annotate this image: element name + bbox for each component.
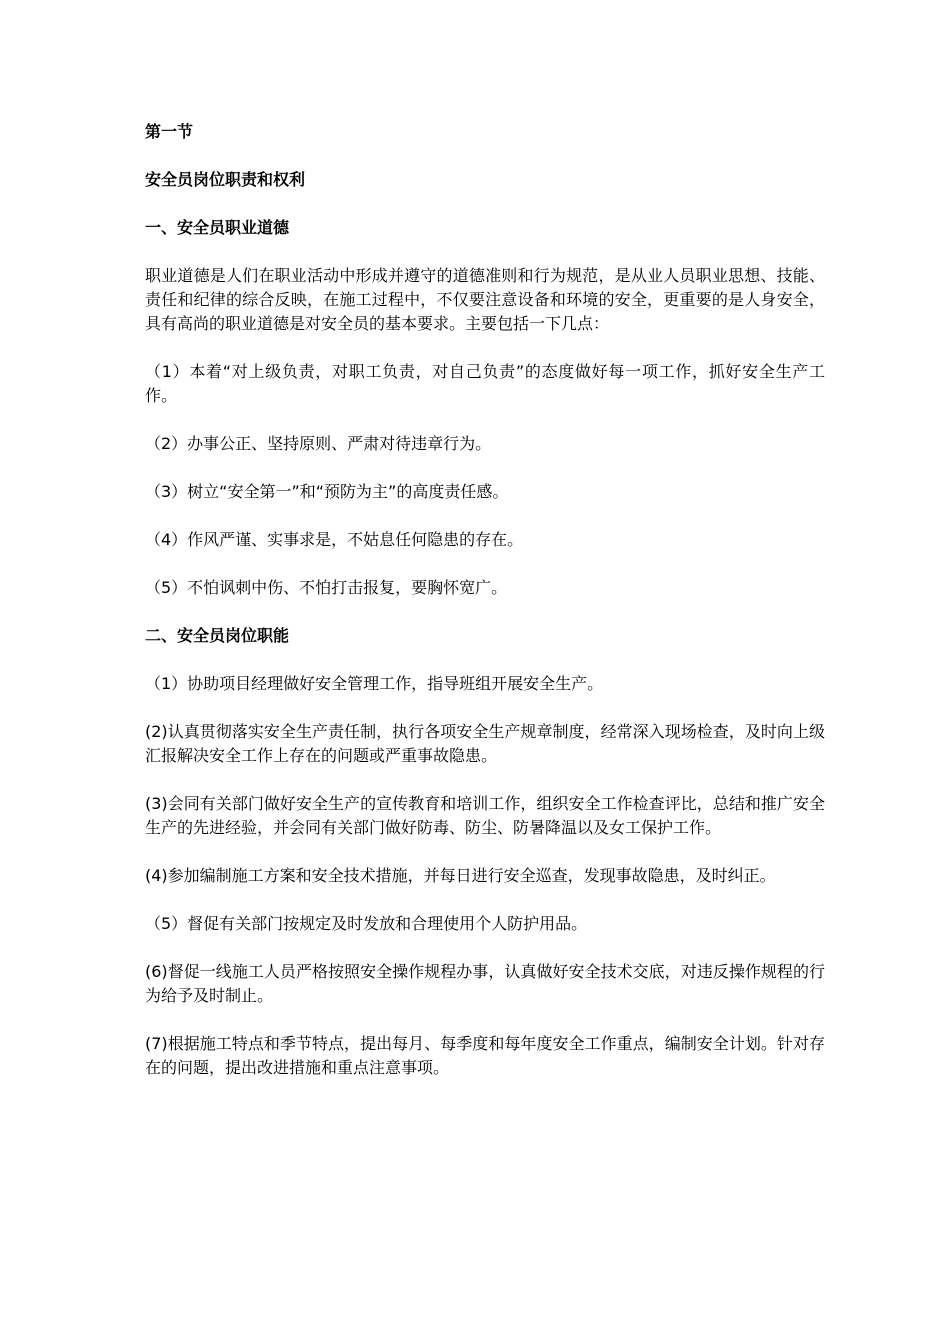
- part2-item-5: （5）督促有关部门按规定及时发放和合理使用个人防护用品。: [145, 914, 588, 933]
- part2-item-1: （1）协助项目经理做好安全管理工作，指导班组开展安全生产。: [145, 674, 604, 693]
- part2-item-6: (6)督促一线施工人员严格按照安全操作规程办事，认真做好安全技术交底，对违反操作规程的行为给予及时制止。: [145, 962, 825, 1005]
- part1-item-5: （5）不怕讽刺中伤、不怕打击报复，要胸怀宽广。: [145, 578, 508, 597]
- part1-intro-paragraph: 职业道德是人们在职业活动中形成并遵守的道德准则和行为规范，是从业人员职业思想、技能、责任和纪律的综合反映，在施工过程中，不仅要注意设备和环境的安全，更重要的是人身安全，具有高尚的职业道德是对安全员的基本要求。主要包括一下几点：: [145, 266, 825, 333]
- part2-heading: 二、安全员岗位职能: [145, 626, 290, 645]
- section-label: 第一节: [145, 122, 194, 141]
- part1-item-3: （3）树立“安全第一”和“预防为主”的高度责任感。: [145, 482, 509, 501]
- part1-heading: 一、安全员职业道德: [145, 218, 290, 237]
- part1-item-4: （4）作风严谨、实事求是，不姑息任何隐患的存在。: [145, 530, 524, 549]
- part2-item-7: (7)根据施工特点和季节特点，提出每月、每季度和每年度安全工作重点，编制安全计划。针对存在的问题，提出改进措施和重点注意事项。: [145, 1034, 825, 1077]
- part1-item-2: （2）办事公正、坚持原则、严肃对待违章行为。: [145, 434, 492, 453]
- section-title: 安全员岗位职责和权利: [145, 170, 306, 189]
- document-page: [145, 120, 825, 1104]
- part2-item-2: (2)认真贯彻落实安全生产责任制，执行各项安全生产规章制度，经常深入现场检查，及时向上级汇报解决安全工作上存在的问题或严重事故隐患。: [145, 722, 825, 765]
- part2-item-3: (3)会同有关部门做好安全生产的宣传教育和培训工作，组织安全工作检查评比，总结和推广安全生产的先进经验，并会同有关部门做好防毒、防尘、防暑降温以及女工保护工作。: [145, 794, 825, 837]
- part1-item-1: （1）本着“对上级负责，对职工负责，对自己负责”的态度做好每一项工作，抓好安全生产工作。: [145, 362, 825, 405]
- part2-item-4: (4)参加编制施工方案和安全技术措施，并每日进行安全巡查，发现事故隐患，及时纠正。: [145, 866, 776, 885]
